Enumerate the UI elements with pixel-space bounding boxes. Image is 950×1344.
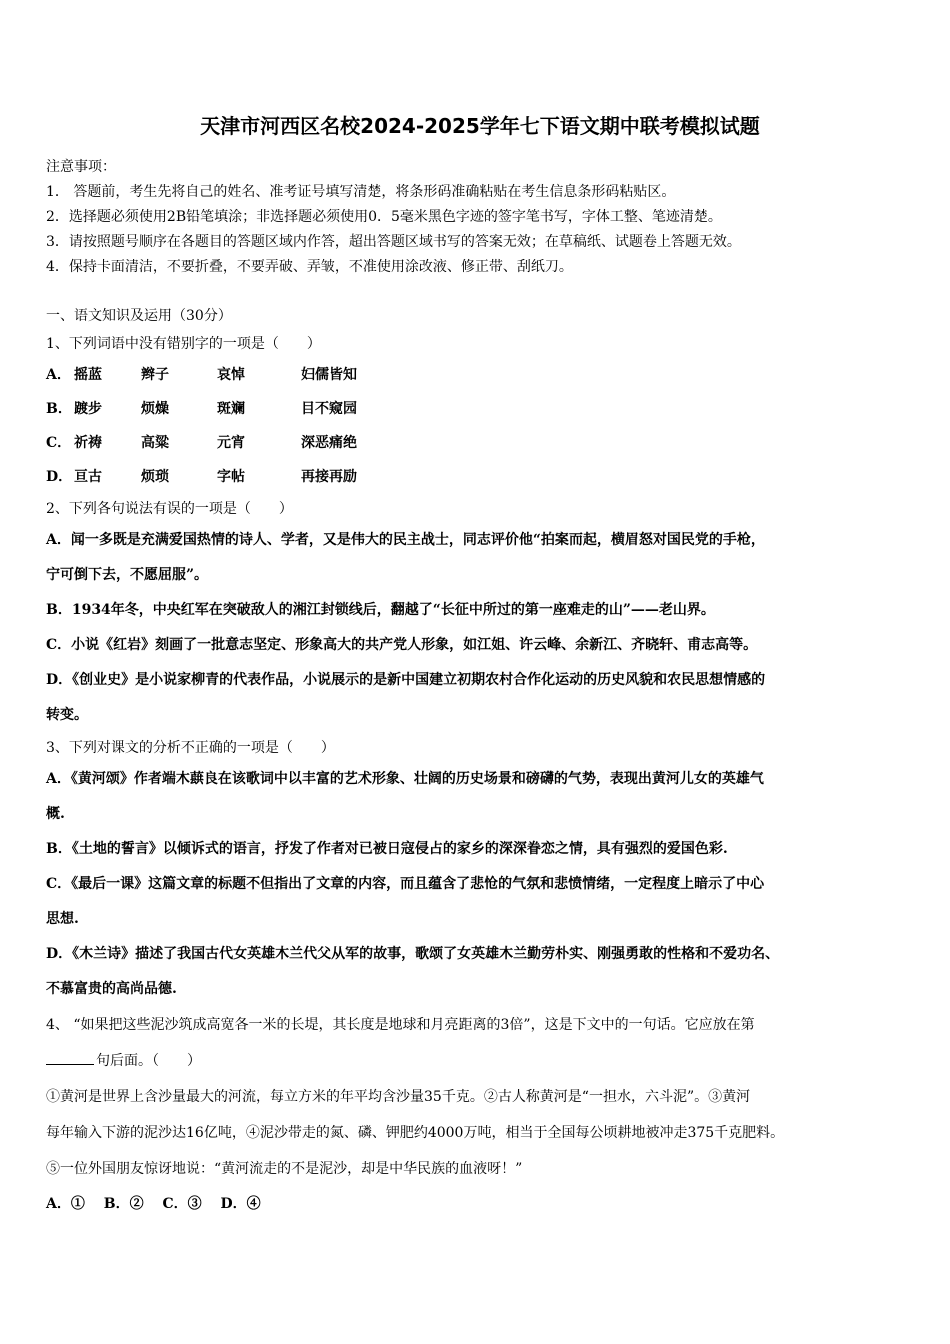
q4-passage-line: ①黄河是世界上含沙量最大的河流，每立方米的年平均含沙量35千克。②古人称黄河是“一担水，六斗泥”。③黄河 xyxy=(46,1089,751,1105)
q1-option-b: B． 踱步 烦燥 斑斓 目不窥园 xyxy=(46,401,357,417)
q3-option-c-cont: 思想. xyxy=(46,911,79,927)
q2-option-c: C．小说《红岩》刻画了一批意志坚定、形象高大的共产党人形象，如江姐、许云峰、余新江、齐晓轩、甫志高等。 xyxy=(46,637,758,653)
q3-option-a-cont: 概. xyxy=(46,806,65,822)
question-4-stem-tail: 句后面。（ ） xyxy=(96,1053,201,1069)
q4-option-a: A．① xyxy=(46,1196,85,1212)
notice-item: 2．选择题必须使用2B铅笔填涂；非选择题必须使用0．5毫米黑色字迹的签字笔书写，字体工整、笔迹清楚。 xyxy=(46,209,722,225)
q2-option-a: A．闻一多既是充满爱国热情的诗人、学者，又是伟大的民主战士，同志评价他“拍案而起，横眉怒对国民党的手枪， xyxy=(46,532,765,548)
notice-block xyxy=(46,155,914,280)
question-4-stem-cont xyxy=(46,1043,914,1079)
q3-option-c: C．《最后一课》这篇文章的标题不但指出了文章的内容，而且蕴含了悲怆的气氛和悲愤情绪，一定程度上暗示了中心 xyxy=(46,876,765,892)
notice-item: 1． 答题前，考生先将自己的姓名、准考证号填写清楚，将条形码准确粘贴在考生信息条形码粘贴区。 xyxy=(46,184,676,200)
q1-option-a: A． 摇蓝 辫子 哀悼 妇儒皆知 xyxy=(46,367,357,383)
q2-option-d-cont: 转变。 xyxy=(46,707,88,723)
answer-blank[interactable] xyxy=(46,1050,94,1065)
section-heading: 一、语文知识及运用（30分） xyxy=(46,308,232,324)
exam-page xyxy=(46,110,914,1221)
q4-option-d: D．④ xyxy=(220,1196,261,1212)
q2-option-b: B．1934年冬，中央红军在突破敌人的湘江封锁线后，翻越了“长征中所过的第一座难走的山”——老山界。 xyxy=(46,602,715,618)
q3-option-a: A．《黄河颂》作者端木蕻良在该歌词中以丰富的艺术形象、壮阔的历史场景和磅礴的气势，表现出黄河儿女的英雄气 xyxy=(46,771,764,787)
q3-option-b: B．《土地的誓言》以倾诉式的语言，抒发了作者对已被日寇侵占的家乡的深深眷恋之情，具有强烈的爱国色彩. xyxy=(46,841,728,857)
q4-options xyxy=(46,1187,914,1221)
question-3-stem: 3、下列对课文的分析不正确的一项是（ ） xyxy=(46,740,335,756)
q2-option-a-cont: 宁可倒下去，不愿屈服”。 xyxy=(46,567,209,583)
q4-passage-line: ⑤一位外国朋友惊讶地说：“黄河流走的不是泥沙，却是中华民族的血液呀！” xyxy=(46,1161,523,1177)
q4-option-b: B．② xyxy=(103,1196,144,1212)
q4-passage-line: 每年输入下游的泥沙达16亿吨，④泥沙带走的氮、磷、钾肥约4000万吨，相当于全国每公顷耕地被冲走375千克肥料。 xyxy=(46,1125,785,1141)
q2-option-d: D．《创业史》是小说家柳青的代表作品，小说展示的是新中国建立初期农村合作化运动的历史风貌和农民思想情感的 xyxy=(46,672,766,688)
q1-option-c: C． 祈祷 高粱 元宵 深恶痛绝 xyxy=(46,435,357,451)
question-1-stem: 1、下列词语中没有错别字的一项是（ ） xyxy=(46,336,321,352)
q3-option-d-cont: 不慕富贵的高尚品德. xyxy=(46,981,177,997)
question-4-stem: 4、 “如果把这些泥沙筑成高宽各一米的长堤，其长度是地球和月亮距离的3倍”，这是下文中的一句话。它应放在第 xyxy=(46,1017,755,1033)
q1-option-d: D． 亘古 烦琐 字帖 再接再励 xyxy=(46,469,357,485)
notice-item: 4．保持卡面清洁，不要折叠，不要弄破、弄皱，不准使用涂改液、修正带、刮纸刀。 xyxy=(46,259,573,275)
q3-option-d: D．《木兰诗》描述了我国古代女英雄木兰代父从军的故事，歌颂了女英雄木兰勤劳朴实、刚强勇敢的性格和不爱功名、 xyxy=(46,946,780,962)
question-2-stem: 2、下列各句说法有误的一项是（ ） xyxy=(46,501,293,517)
notice-item: 3．请按照题号顺序在各题目的答题区域内作答，超出答题区域书写的答案无效；在草稿纸、试题卷上答题无效。 xyxy=(46,234,741,250)
page-title: 天津市河西区名校2024-2025学年七下语文期中联考模拟试题 xyxy=(200,114,760,138)
notice-heading: 注意事项： xyxy=(46,159,116,175)
q4-option-c: C．③ xyxy=(162,1196,202,1212)
